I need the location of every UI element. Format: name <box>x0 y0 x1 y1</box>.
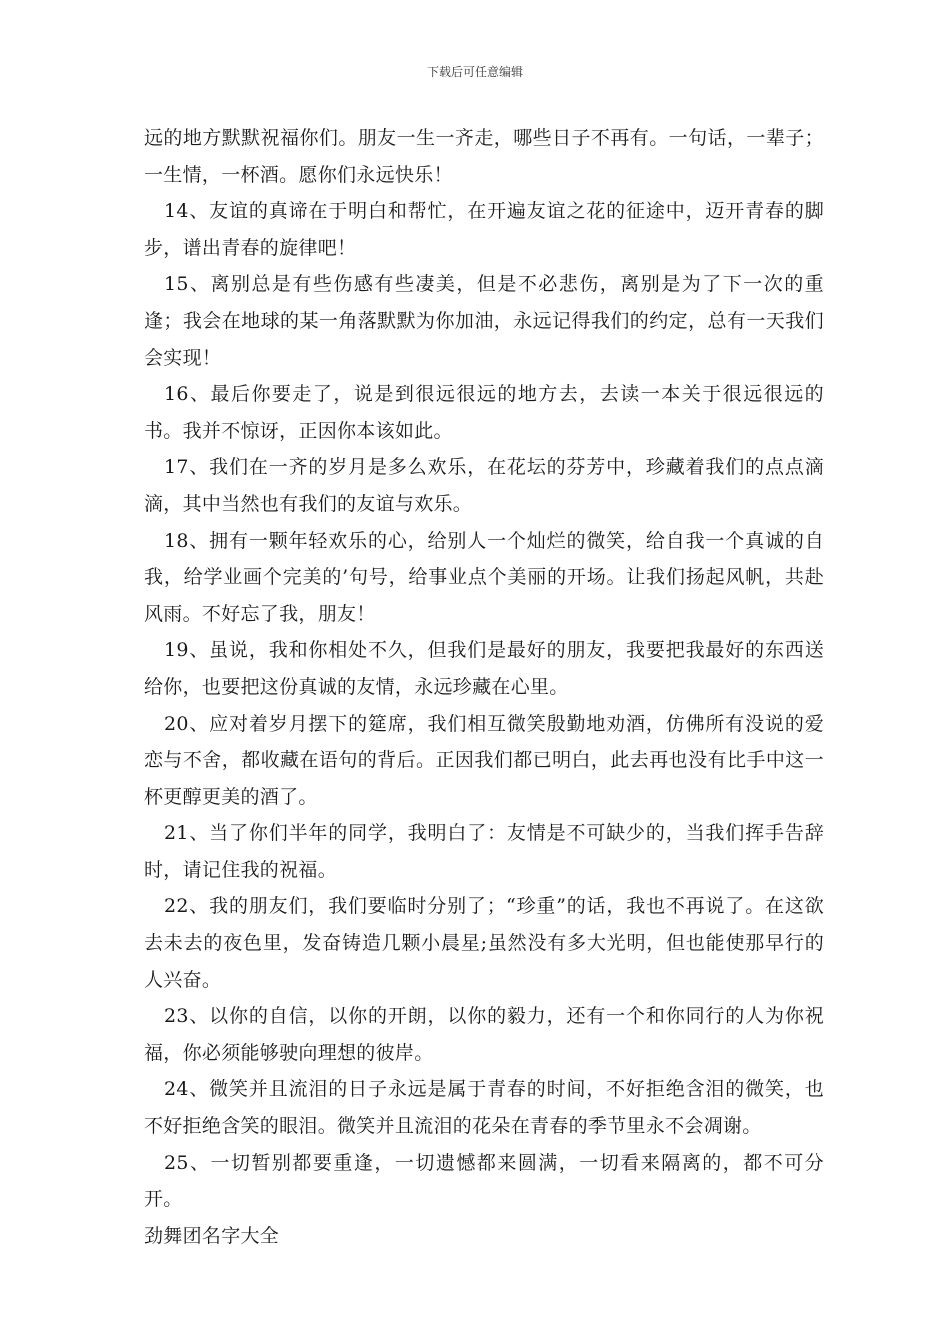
paragraph: 14、友谊的真谛在于明白和帮忙，在开遍友谊之花的征途中，迈开青春的脚步，谱出青春的旋律吧！ <box>144 200 824 259</box>
paragraph: 21、当了你们半年的同学，我明白了：友情是不可缺少的，当我们挥手告辞时，请记住我的祝福。 <box>144 822 824 881</box>
document-body <box>144 120 824 1254</box>
paragraph: 19、虽说，我和你相处不久，但我们是最好的朋友，我要把我最好的东西送给你，也要把这份真诚的友情，永远珍藏在心里。 <box>144 639 824 698</box>
paragraph: 20、应对着岁月摆下的筵席，我们相互微笑殷勤地劝酒，仿佛所有没说的爱恋与不舍，都收藏在语句的背后。正因我们都已明白，此去再也没有比手中这一杯更醇更美的酒了。 <box>144 712 824 808</box>
section-heading: 劲舞团名字大全 <box>144 1224 280 1247</box>
paragraph: 18、拥有一颗年轻欢乐的心，给别人一个灿烂的微笑，给自我一个真诚的自我，给学业画个完美的’句号，给事业点个美丽的开场。让我们扬起风帆，共赴风雨。不好忘了我，朋友！ <box>144 529 824 625</box>
paragraph: 24、微笑并且流泪的日子永远是属于青春的时间，不好拒绝含泪的微笑，也不好拒绝含笑的眼泪。微笑并且流泪的花朵在青春的季节里永不会凋谢。 <box>144 1078 824 1138</box>
paragraph: 22、我的朋友们，我们要临时分别了；“珍重”的话，我也不再说了。在这欲去未去的夜色里，发奋铸造几颗小晨星;虽然没有多大光明，但也能使那早行的人兴奋。 <box>144 895 824 991</box>
paragraph: 远的地方默默祝福你们。朋友一生一齐走，哪些日子不再有。一句话，一辈子；一生情，一杯酒。愿你们永远快乐！ <box>144 127 824 186</box>
paragraph: 25、一切暂别都要重逢，一切遗憾都来圆满，一切看来隔离的，都不可分开。 <box>144 1151 824 1211</box>
page-header: 下载后可任意编辑 <box>426 65 523 79</box>
paragraph: 15、离别总是有些伤感有些凄美，但是不必悲伤，离别是为了下一次的重逢；我会在地球的某一角落默默为你加油，永远记得我们的约定，总有一天我们会实现！ <box>144 273 824 369</box>
paragraph: 23、以你的自信，以你的开朗，以你的毅力，还有一个和你同行的人为你祝福，你必须能够驶向理想的彼岸。 <box>144 1005 824 1064</box>
paragraph: 16、最后你要走了，说是到很远很远的地方去，去读一本关于很远很远的书。我并不惊讶，正因你本该如此。 <box>144 383 824 442</box>
paragraph: 17、我们在一齐的岁月是多么欢乐，在花坛的芬芳中，珍藏着我们的点点滴滴，其中当然也有我们的友谊与欢乐。 <box>144 456 824 515</box>
